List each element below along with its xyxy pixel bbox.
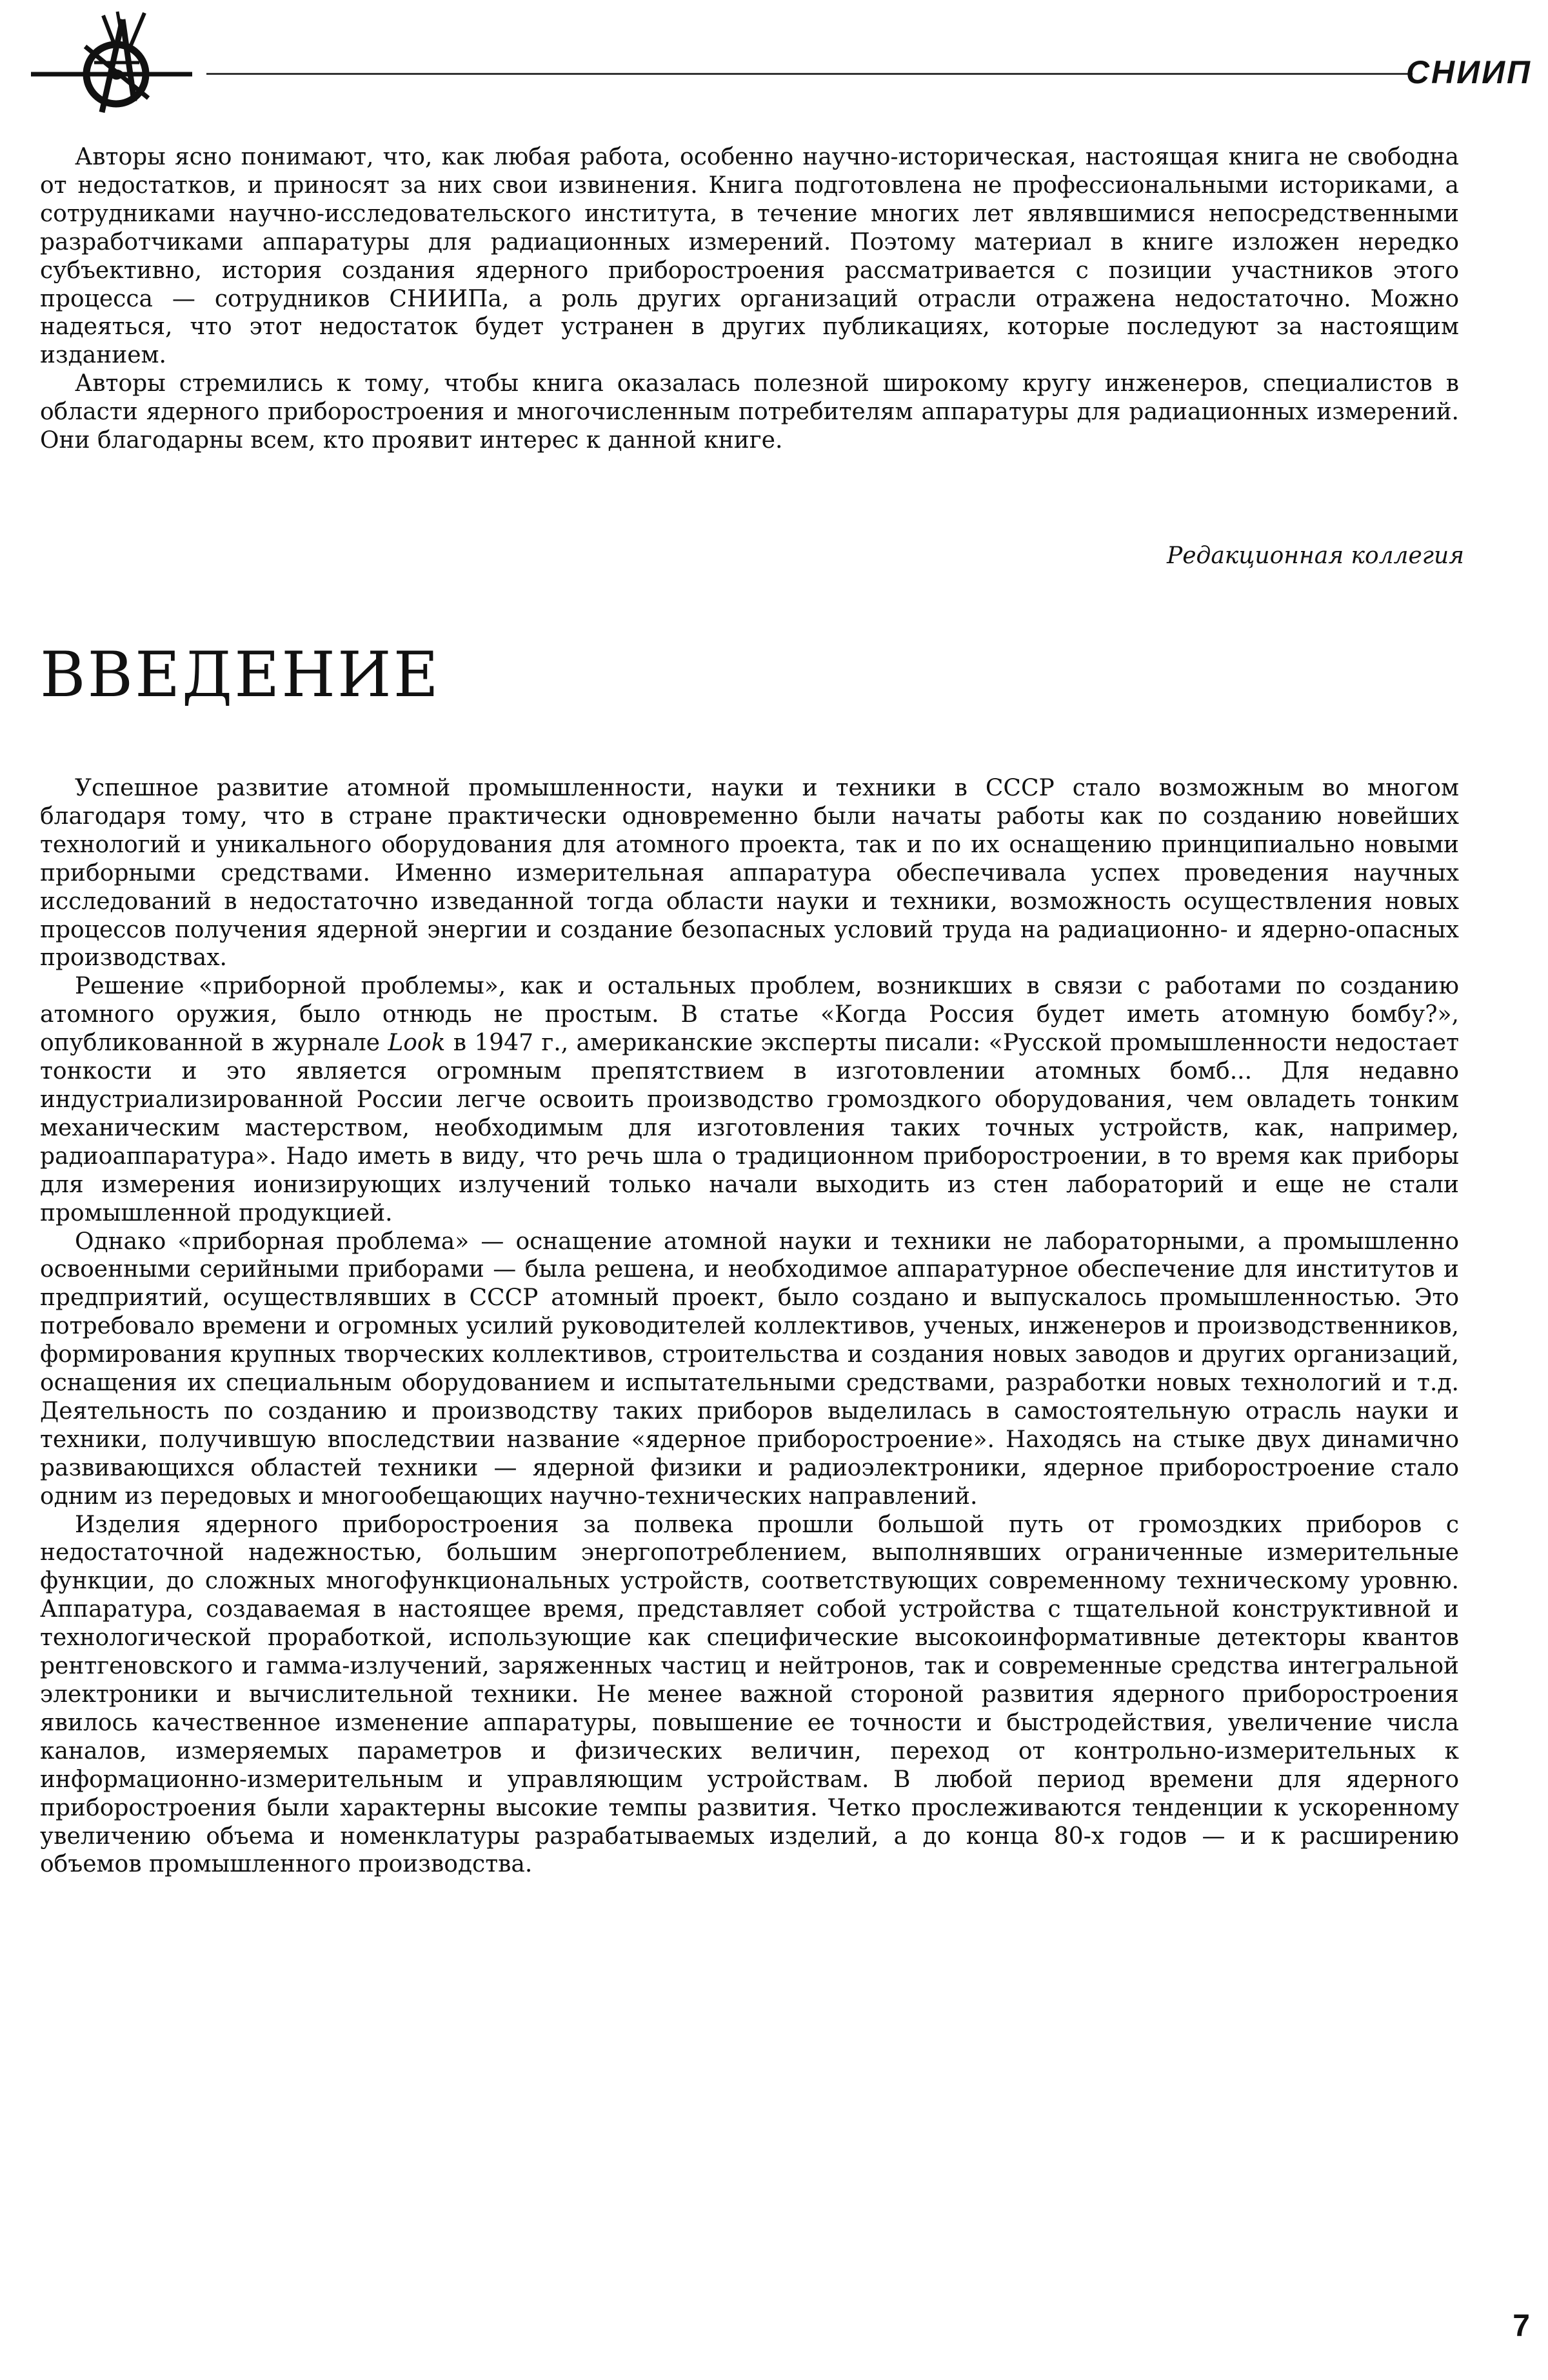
body-paragraph: Изделия ядерного приборостроения за полвека прошли большой путь от громоздких приборов с недостаточной надежностью, большим энергопотреблением, выполнявших ограниченные измерительные функции, до сложных многофункциональных устройств, соответствующих современному техническому уровню. Аппаратура, создаваемая в настоящее время, представляет собой устройства с тщательной конструктивной и технологической проработкой, использующие как специфические высокоинформативные детекторы квантов рентгеновского и гамма-излучений, заряженных частиц и нейтронов, так и современные средства интегральной электроники и вычислительной техники. Не менее важной стороной развития ядерного приборостроения явилось качественное изменение аппаратуры, повышение ее точности и быстродействия, увеличение числа каналов, измеряемых параметров и физических величин, переход от контрольно-измерительных к информационно-измерительным и управляющим устройствам. В любой период времени для ядерного приборостроения были характерны высокие темпы развития. Четко прослеживаются тенденции к ускоренному увеличению объема и номенклатуры разрабатываемых изделий, а до конца 80-х годов — и к расширению объемов промышленного производства. [40,1511,1459,1878]
preface-paragraph: Авторы ясно понимают, что, как любая работа, особенно научно-историческая, настоящая книга не свободна от недостатков, и приносят за них свои извинения. Книга подготовлена не профессиональными историками, а сотрудниками научно-исследовательского института, в течение многих лет являвшимися непосредственными разработчиками аппаратуры для радиационных измерений. Поэтому материал в книге изложен нередко субъективно, история создания ядерного приборостроения рассматривается с позиции участников этого процесса — сотрудников СНИИПа, а роль других организаций отрасли отражена недостаточно. Можно надеяться, что этот недостаток будет устранен в других публикациях, которые последуют за настоящим изданием. [40,144,1459,369]
page-header [19,0,1532,123]
sniip-logo-icon [31,8,192,121]
section-title: ВВЕДЕНИЕ [40,639,441,711]
header-rule [206,73,1413,75]
paragraph-text: в 1947 г., американские эксперты писали: «Русской промышленности недостает тонкости и это является огромным препятствием в изготовлении атомных бомб... Для недавно индустриализированной России легче освоить производство громоздкого оборудования, чем овладеть тонким механическим мастерством, необходимым для изготовления таких точных устройств, как, например, радиоаппаратура». Надо иметь в виду, что речь шла о традиционном приборостроении, в то время как приборы для измерения ионизирующих излучений только начали выходить из стен лабораторий и еще не стали промышленной продукцией. [40,1030,1459,1226]
running-head: СНИИП [1405,54,1532,90]
page-number: 7 [1513,2309,1530,2343]
preface-paragraph: Авторы стремились к тому, чтобы книга оказалась полезной широкому кругу инженеров, специалистов в области ядерного приборостроения и многочисленным потребителям аппаратуры для радиационных измерений. Они благодарны всем, кто проявит интерес к данной книге. [40,370,1459,454]
body-paragraph: Успешное развитие атомной промышленности, науки и техники в СССР стало возможным во многом благодаря тому, что в стране практически одновременно были начаты работы как по созданию новейших технологий и уникального оборудования для атомного проекта, так и по их оснащению принципиально новыми приборными средствами. Именно измерительная аппаратура обеспечивала успех проведения научных исследований в недостаточно изведанной тогда области науки и техники, возможность осуществления новых процессов получения ядерной энергии и создание безопасных условий труда на радиационно- и ядерно-опасных производствах. [40,775,1459,972]
editorial-board-signature: Редакционная коллегия [1167,543,1464,569]
body-paragraph [40,972,1459,1227]
introduction-text [40,774,1459,1879]
paragraph-text: Решение «приборной проблемы», как и остальных проблем, возникших в связи с работами по созданию атомного оружия, было отнюдь не простым. В статье «Когда Россия будет иметь атомную бомбу?», опубликованной в журнале [40,973,1459,1057]
preface-text [40,143,1459,455]
journal-title: Look [388,1030,446,1057]
body-paragraph: Однако «приборная проблема» — оснащение атомной науки и техники не лабораторными, а промышленно освоенными серийными приборами — была решена, и необходимое аппаратурное обеспечение для институтов и предприятий, осуществлявших в СССР атомный проект, было создано и выпускалось промышленностью. Это потребовало времени и огромных усилий руководителей коллективов, ученых, инженеров и производственников, формирования крупных творческих коллективов, строительства и создания новых заводов и других организаций, оснащения их специальным оборудованием и испытательными средствами, разработки новых технологий и т.д. Деятельность по созданию и производству таких приборов выделилась в самостоятельную отрасль науки и техники, получившую впоследствии название «ядерное приборостроение». Находясь на стыке двух динамично развивающихся областей техники — ядерной физики и радиоэлектроники, ядерное приборостроение стало одним из передовых и многообещающих научно-технических направлений. [40,1228,1459,1510]
